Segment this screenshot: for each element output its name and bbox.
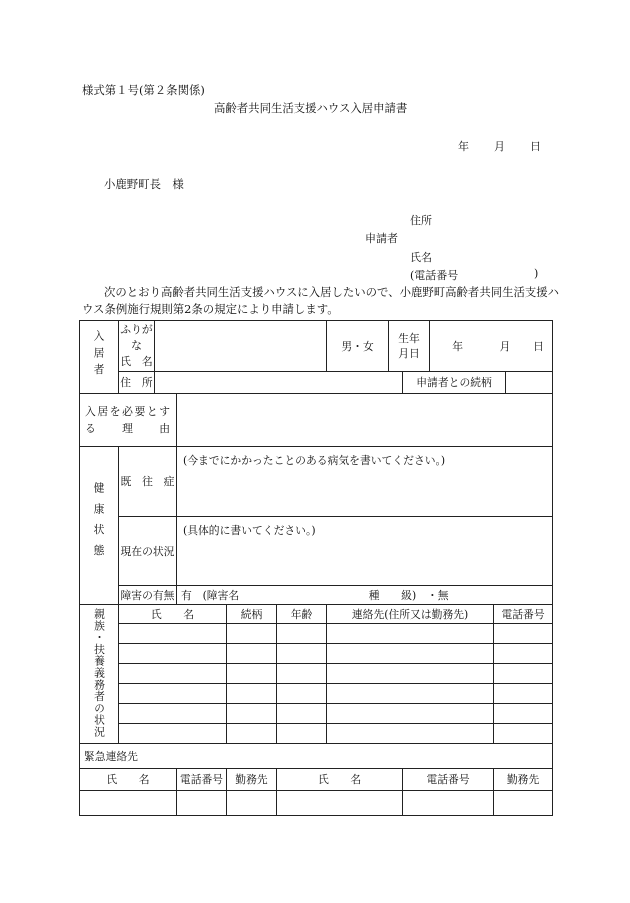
relatives-contact-field[interactable] [327,704,494,724]
relatives-age-field[interactable] [277,664,327,684]
emergency-col-name-2: 氏 名 [277,769,403,791]
furigana-label: ふりがな [120,323,153,352]
relatives-name-field[interactable] [119,684,227,704]
emergency-name-field-1[interactable] [80,791,177,816]
relatives-age-field[interactable] [277,684,327,704]
emergency-phone-field-1[interactable] [177,791,227,816]
relatives-contact-field[interactable] [327,624,494,644]
relatives-age-field[interactable] [277,724,327,744]
relatives-row [80,724,553,744]
birth-label: 生年月日 [389,321,430,372]
disability-label: 障害の有無 [119,586,177,605]
relatives-phone-field[interactable] [494,624,553,644]
relatives-col-relation: 続柄 [227,605,277,624]
relatives-age-field[interactable] [277,644,327,664]
relation-label: 申請者との続柄 [403,372,506,394]
relatives-row [80,684,553,704]
birth-date-field[interactable] [430,321,553,372]
addressee: 小鹿野町長 様 [104,177,184,191]
date-month-label: 月 [494,140,505,153]
health-label: 健康状態 [92,482,106,566]
health-section-header [80,447,119,605]
reason-field[interactable] [177,394,553,447]
emergency-col-phone-1: 電話番号 [177,769,227,791]
resident-name-field[interactable] [155,321,327,372]
relatives-relation-field[interactable] [227,664,277,684]
relatives-relation-field[interactable] [227,684,277,704]
intro-paragraph: 次のとおり高齢者共同生活支援ハウスに入居したいので、小鹿野町高齢者共同生活支援ハウス条例施行規則第2条の規定により申請します。 [82,285,560,316]
relatives-section-header [80,605,119,744]
application-table [79,320,553,816]
current-note: (具体的に書いてください。) [183,524,316,537]
relatives-name-field[interactable] [119,664,227,684]
relatives-col-contact: 連絡先(住所又は勤務先) [327,605,494,624]
relatives-phone-field[interactable] [494,724,553,744]
date-year-label: 年 [458,140,469,153]
relatives-contact-field[interactable] [327,644,494,664]
relatives-relation-field[interactable] [227,724,277,744]
gender-cell[interactable]: 男・女 [327,321,389,372]
relatives-row [80,624,553,644]
reason-label: 入居を必要とする理由 [80,394,177,447]
relatives-age-field[interactable] [277,624,327,644]
resident-address-field[interactable] [155,372,403,394]
relatives-relation-field[interactable] [227,704,277,724]
form-number: 様式第１号(第２条関係) [82,83,205,97]
current-field[interactable] [177,517,553,586]
resident-section-header [80,321,119,394]
relatives-name-field[interactable] [119,644,227,664]
relatives-col-phone: 電話番号 [494,605,553,624]
resident-name-label: 氏 名 [120,355,153,368]
relatives-label: 親族・扶養義務者の状況 [93,607,106,738]
relatives-name-field[interactable] [119,624,227,644]
applicant-phone-open: (電話番号 [410,269,459,282]
relatives-row [80,664,553,684]
resident-address-label: 住 所 [119,372,155,394]
disability-field[interactable]: 有 (障害名 種 級) ・無 [177,586,553,605]
resident-label: 入居者 [92,330,106,381]
current-label: 現在の状況 [119,517,177,586]
date-day-label: 日 [530,140,541,153]
applicant-phone-close: ) [534,267,539,280]
relatives-phone-field[interactable] [494,684,553,704]
birth-day-label: 日 [533,339,544,353]
history-field[interactable] [177,447,553,517]
relatives-row [80,704,553,724]
relation-field[interactable] [506,372,553,394]
relatives-name-field[interactable] [119,704,227,724]
emergency-col-phone-2: 電話番号 [403,769,494,791]
emergency-col-work-1: 勤務先 [227,769,277,791]
relatives-phone-field[interactable] [494,644,553,664]
birth-month-label: 月 [499,339,511,353]
relatives-contact-field[interactable] [327,684,494,704]
emergency-col-name-1: 氏 名 [80,769,177,791]
applicant-name-label: 氏名 [410,251,432,264]
relatives-age-field[interactable] [277,704,327,724]
applicant-address-label: 住所 [410,214,432,227]
emergency-name-field-2[interactable] [277,791,403,816]
emergency-label: 緊急連絡先 [80,744,553,769]
history-note: (今までにかかったことのある病気を書いてください。) [183,454,446,467]
relatives-relation-field[interactable] [227,624,277,644]
applicant-label: 申請者 [365,232,398,245]
history-label: 既 往 症 [119,447,177,517]
furigana-name-cell [119,321,155,372]
relatives-contact-field[interactable] [327,664,494,684]
form-title: 高齢者共同生活支援ハウス入居申請書 [214,101,408,115]
relatives-col-age: 年齢 [277,605,327,624]
relatives-name-field[interactable] [119,724,227,744]
birth-year-label: 年 [452,339,464,353]
emergency-work-field-1[interactable] [227,791,277,816]
emergency-col-work-2: 勤務先 [494,769,553,791]
relatives-col-name: 氏 名 [119,605,227,624]
relatives-contact-field[interactable] [327,724,494,744]
relatives-row [80,644,553,664]
relatives-phone-field[interactable] [494,664,553,684]
relatives-relation-field[interactable] [227,644,277,664]
emergency-work-field-2[interactable] [494,791,553,816]
emergency-phone-field-2[interactable] [403,791,494,816]
relatives-phone-field[interactable] [494,704,553,724]
